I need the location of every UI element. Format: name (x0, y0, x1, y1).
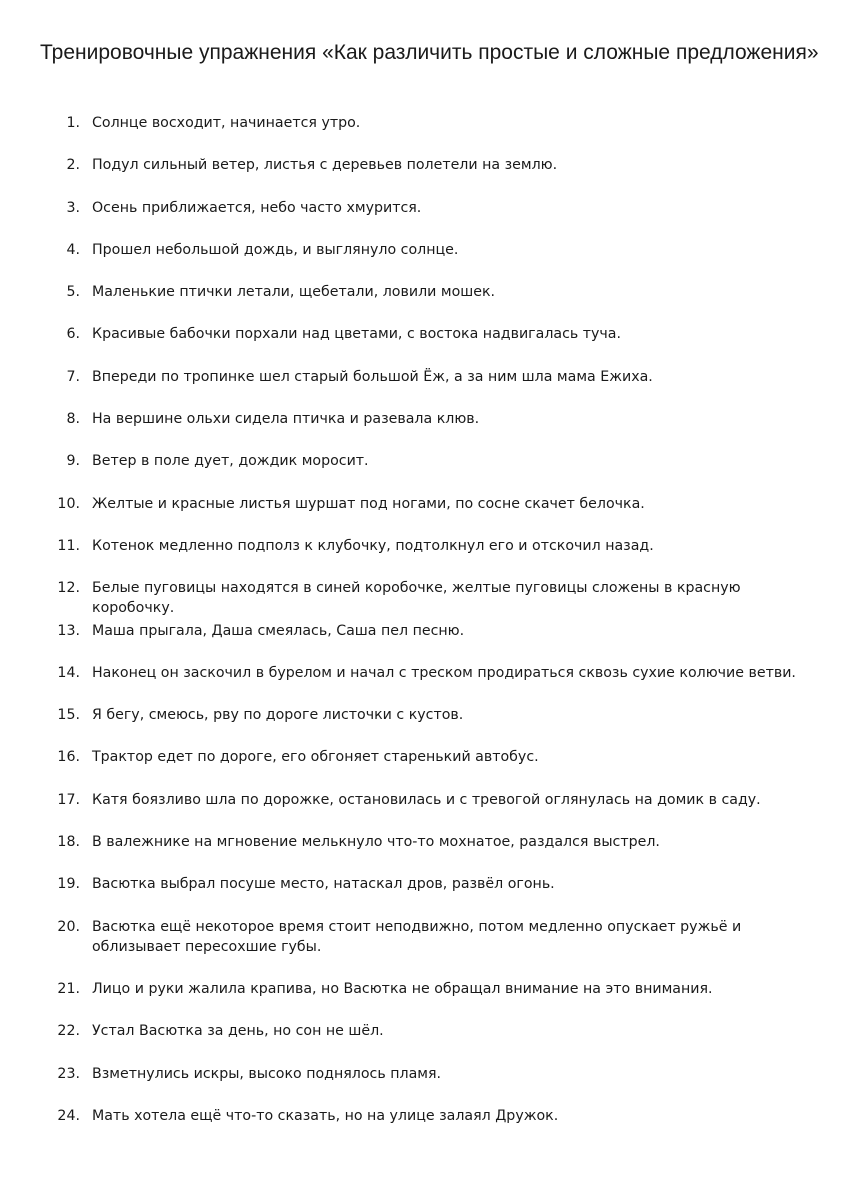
item-text: На вершине ольхи сидела птичка и разевала клюв. (92, 411, 480, 428)
item-number: 13. (57, 622, 80, 639)
item-number: 8. (66, 411, 80, 428)
item-number: 24. (57, 1107, 80, 1124)
item-text: Лицо и руки жалила крапива, но Васютка не обращал внимание на это внимания. (92, 980, 713, 997)
item-number: 14. (57, 664, 80, 681)
item-text: Впереди по тропинке шел старый большой Ёж, а за ним шла мама Ежиха. (92, 368, 653, 385)
item-text: Подул сильный ветер, листья с деревьев полетели на землю. (92, 157, 558, 174)
list-item (0, 198, 849, 240)
list-item (0, 917, 849, 979)
list-item (0, 874, 849, 916)
item-number: 5. (66, 284, 80, 301)
item-text: Осень приближается, небо часто хмурится. (92, 199, 422, 216)
list-item (0, 705, 849, 747)
item-number: 21. (57, 980, 80, 997)
list-item (0, 1021, 849, 1063)
list-item (0, 451, 849, 493)
item-text: Красивые бабочки порхали над цветами, с востока надвигалась туча. (92, 326, 621, 343)
item-number: 22. (57, 1023, 80, 1040)
item-text: Прошел небольшой дождь, и выглянуло солнце. (92, 241, 459, 258)
item-number: 20. (57, 918, 80, 935)
item-number: 11. (57, 537, 80, 554)
list-item (0, 621, 849, 663)
item-text: Васютка выбрал посуше место, натаскал дров, развёл огонь. (92, 876, 555, 893)
item-number: 17. (57, 791, 80, 808)
list-item (0, 367, 849, 409)
item-text: Котенок медленно подполз к клубочку, подтолкнул его и отскочил назад. (92, 537, 654, 554)
item-text: Маленькие птички летали, щебетали, ловили мошек. (92, 284, 496, 301)
item-number: 18. (57, 834, 80, 851)
item-number: 15. (57, 707, 80, 724)
item-number: 10. (57, 495, 80, 512)
list-item (0, 536, 849, 578)
item-number: 16. (57, 749, 80, 766)
item-text: Васютка ещё некоторое время стоит неподвижно, потом медленно опускает ружьё и облизывает пересохшие губы. (92, 918, 742, 955)
list-item (0, 494, 849, 536)
list-item (0, 790, 849, 832)
item-text: Маша прыгала, Даша смеялась, Саша пел песню. (92, 622, 465, 639)
item-text: Устал Васютка за день, но сон не шёл. (92, 1023, 384, 1040)
page-title: Тренировочные упражнения «Как различить простые и сложные предложения» (40, 41, 819, 64)
list-item (0, 113, 849, 155)
item-text: Катя боязливо шла по дорожке, остановилась и с тревогой оглянулась на домик в саду. (92, 791, 761, 808)
item-text: Желтые и красные листья шуршат под ногами, по сосне скачет белочка. (92, 495, 645, 512)
item-number: 1. (66, 115, 80, 131)
item-number: 4. (66, 241, 80, 258)
item-number: 12. (57, 580, 80, 597)
item-text: Взметнулись искры, высоко поднялось пламя. (92, 1065, 442, 1082)
item-number: 19. (57, 876, 80, 893)
list-item (0, 240, 849, 282)
list-item (0, 324, 849, 366)
list-item (0, 282, 849, 324)
item-number: 7. (66, 368, 80, 385)
item-number: 2. (66, 157, 80, 174)
list-item (0, 1064, 849, 1106)
item-number: 23. (57, 1065, 80, 1082)
item-text: Ветер в поле дует, дождик моросит. (92, 453, 369, 470)
list-item (0, 578, 849, 620)
item-text: В валежнике на мгновение мелькнуло что-то мохнатое, раздался выстрел. (92, 834, 660, 851)
item-number: 3. (66, 199, 80, 216)
list-item (0, 155, 849, 197)
list-item (0, 979, 849, 1021)
item-number: 9. (66, 453, 80, 470)
item-text: Солнце восходит, начинается утро. (92, 115, 361, 131)
item-text: Мать хотела ещё что-то сказать, но на улице залаял Дружок. (92, 1107, 559, 1124)
item-number: 6. (66, 326, 80, 343)
list-item (0, 663, 849, 705)
item-text: Трактор едет по дороге, его обгоняет старенький автобус. (92, 749, 539, 766)
item-text: Я бегу, смеюсь, рву по дороге листочки с кустов. (92, 707, 464, 724)
item-text: Белые пуговицы находятся в синей коробочке, желтые пуговицы сложены в красную коробочку. (92, 580, 741, 617)
list-item (0, 747, 849, 789)
list-item (0, 409, 849, 451)
exercise-list (0, 113, 849, 1148)
list-item (0, 1106, 849, 1148)
list-item (0, 832, 849, 874)
item-text: Наконец он заскочил в бурелом и начал с треском продираться сквозь сухие колючие ветви. (92, 664, 796, 681)
